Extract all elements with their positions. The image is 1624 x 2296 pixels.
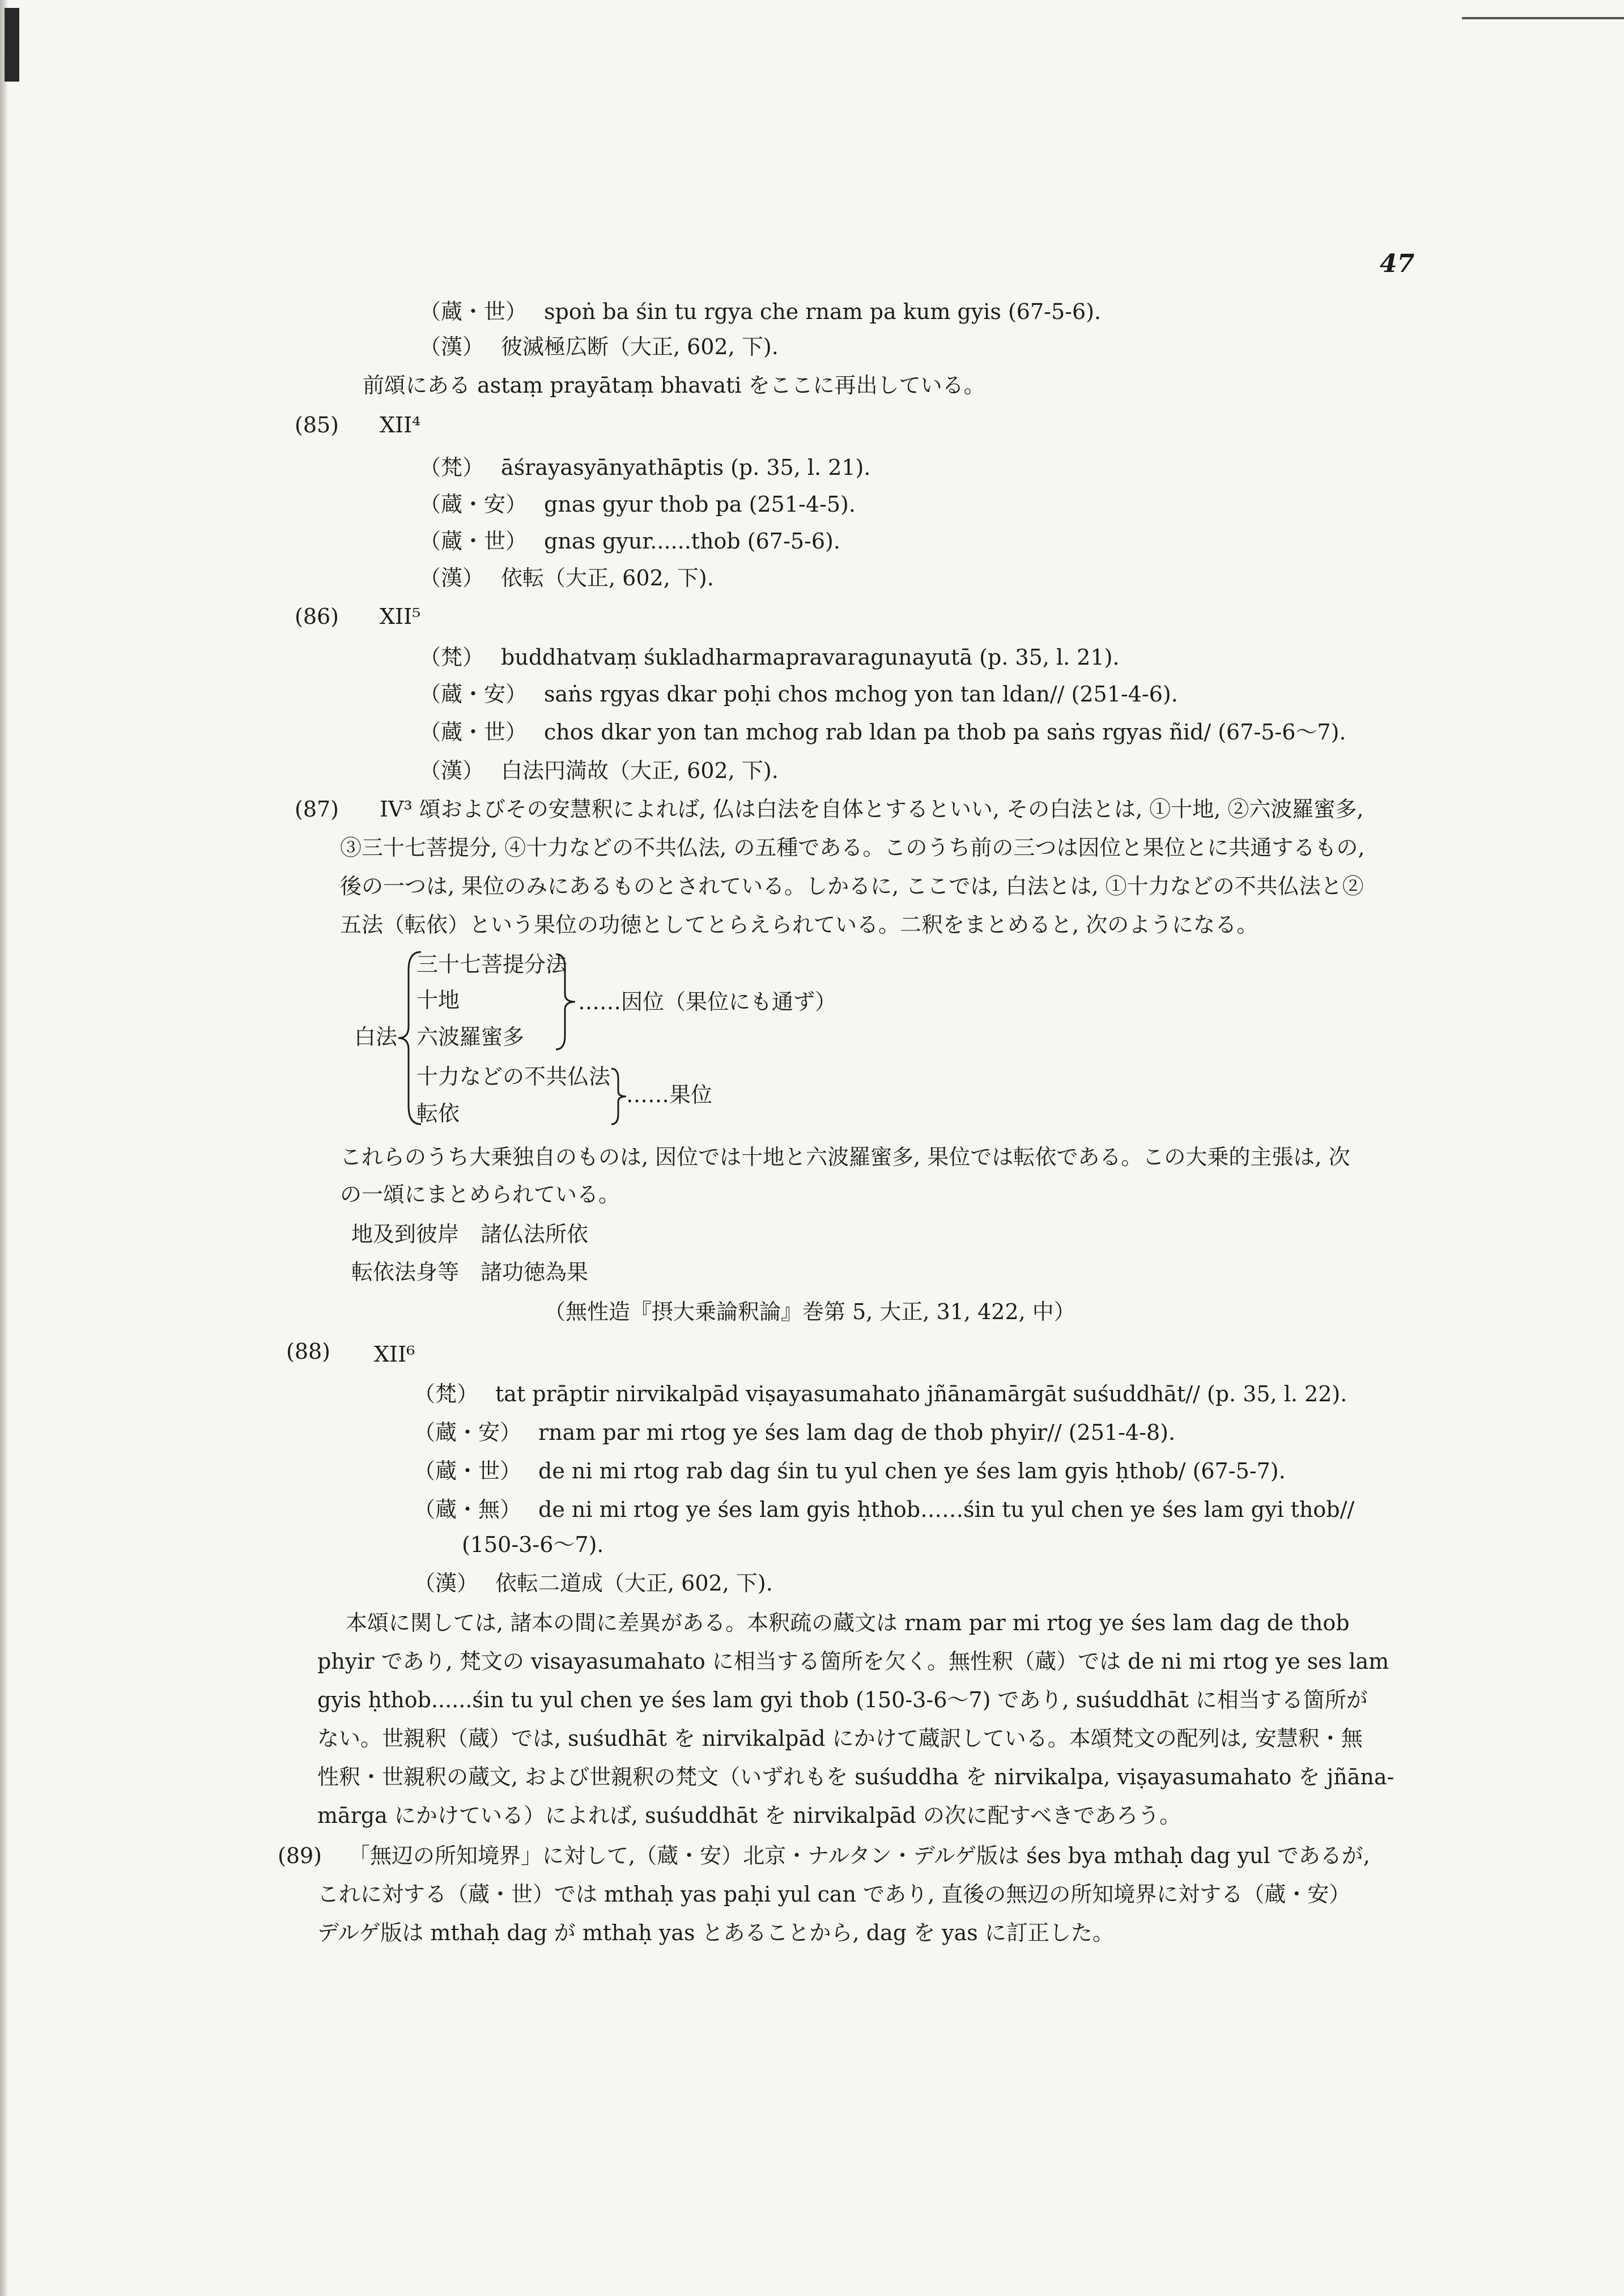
note-87-para-line: IV³ 頌およびその安慧釈によれば, 仏は白法を自体とするといい, その白法とは, ①十地, ②六波羅蜜多, (380, 797, 1364, 822)
diagram-item: 転依 (416, 1101, 460, 1126)
diagram-item: 十地 (416, 988, 460, 1013)
note-85-tib-vasu (419, 524, 840, 558)
line-text: 白法円満故（大正, 602, 下). (501, 758, 779, 783)
diagram-item: 三十七菩提分法 (416, 952, 568, 977)
diagram-root: 白法 (354, 1024, 398, 1049)
note-86-tib-sthira (419, 677, 1178, 711)
note-89-para-line: 「無辺の所知境界」に対して,（蔵・安）北京・ナルタン・デルゲ版は śes bya mthaḥ dag yul であるが, (348, 1843, 1370, 1868)
line-text: āśrayasyānyathāptis (p. 35, l. 21). (501, 455, 871, 480)
line-text: 依転二道成（大正, 602, 下). (495, 1571, 773, 1596)
line-text: 彼滅極広断（大正, 602, 下). (501, 334, 779, 359)
lang-label: （蔵・世） (419, 529, 528, 554)
note-88-para-line: gyis ḥthob......śin tu yul chen ye śes lam gyi thob (150-3-6〜7) であり, suśuddhāt に相当する箇所が (317, 1687, 1368, 1712)
note-86-sanskrit (419, 640, 1120, 674)
note-88-sanskrit (414, 1377, 1347, 1411)
line-text: de ni mi rtog ye śes lam gyis ḥthob……śin tu yul chen ye śes lam gyi thob// (538, 1497, 1355, 1522)
note-number-88: (88) (286, 1339, 331, 1364)
line-text: spoṅ ba śin tu rgya che rnam pa kum gyis (67-5-6). (544, 299, 1102, 324)
note-number-89: (89) (278, 1843, 322, 1868)
header-rule (1462, 17, 1624, 19)
lang-label: （漢） (419, 566, 484, 590)
line-text: chos dkar yon tan mchog rab ldan pa thob pa saṅs rgyas ñid/ (67-5-6〜7). (544, 720, 1346, 745)
note-number-85: (85) (295, 413, 339, 437)
note-85-sanskrit (419, 450, 870, 484)
note-89-para-line: デルゲ版は mthaḥ dag が mthaḥ yas とあることから, dag を yas に訂正した。 (317, 1920, 1114, 1945)
diagram-group1-label: ……因位（果位にも通ず） (578, 989, 837, 1014)
note-87-para-line: ③三十七菩提分, ④十力などの不共仏法, の五種である。このうち前の三つは因位と果位とに共通するもの, (340, 835, 1365, 860)
note-number-86: (86) (295, 604, 339, 629)
note-85-chinese (419, 561, 714, 595)
note-84-chinese (419, 330, 779, 364)
note-86-title: XII⁵ (380, 604, 421, 629)
note-88-para-line: 性釈・世親釈の蔵文, および世親釈の梵文（いずれもを suśuddha を nirvikalpa, viṣayasumahato を jñāna- (317, 1764, 1395, 1789)
line-text: tat prāptir nirvikalpād viṣayasumahato jñānamārgāt suśuddhāt// (p. 35, l. 22). (495, 1381, 1347, 1406)
note-85-tib-sthira (419, 487, 856, 521)
lang-label: （梵） (419, 645, 484, 670)
note-88-para-line: 本頌に関しては, 諸本の間に差異がある。本釈疏の蔵文は rnam par mi rtog ye śes lam dag de thob (346, 1610, 1350, 1635)
note-88-para-line: mārga にかけている）によれば, suśuddhāt を nirvikalpād の次に配すべきであろう。 (317, 1803, 1181, 1828)
note-87-para-line: の一頌にまとめられている。 (340, 1182, 620, 1207)
note-84-remark: 前頌にある astaṃ prayātaṃ bhavati をここに再出している。 (363, 373, 985, 398)
scan-edge-shadow (0, 0, 8, 2296)
note-87-para-line: 五法（転依）という果位の功徳としてとらえられている。二釈をまとめると, 次のようになる。 (340, 912, 1259, 937)
diagram-group2-label: ……果位 (626, 1082, 713, 1107)
note-88-tib-asvabhava-ref: (150-3-6〜7). (462, 1532, 604, 1557)
lang-label: （蔵・世） (414, 1459, 522, 1483)
line-text: 依転（大正, 602, 下). (501, 566, 714, 590)
verse-line: 地及到彼岸 諸仏法所依 (351, 1222, 589, 1247)
lang-label: （蔵・世） (419, 299, 528, 324)
note-88-tib-sthira (414, 1415, 1175, 1449)
note-87-para-line: これらのうち大乗独自のものは, 因位では十地と六波羅蜜多, 果位では転依である。この大乗的主張は, 次 (340, 1145, 1350, 1170)
line-text: de ni mi rtog rab dag śin tu yul chen ye śes lam gyis ḥthob/ (67-5-7). (538, 1459, 1286, 1483)
note-86-tib-vasu (419, 715, 1346, 749)
lang-label: （蔵・安） (419, 682, 528, 707)
note-85-title: XII⁴ (380, 413, 421, 437)
note-87-para-line: 後の一つは, 果位のみにあるものとされている。しかるに, ここでは, 白法とは, ①十力などの不共仏法と② (340, 874, 1364, 899)
note-89-para-line: これに対する（蔵・世）では mthaḥ yas paḥi yul can であり, 直後の無辺の所知境界に対する（蔵・安） (317, 1882, 1351, 1907)
note-88-title: XII⁶ (374, 1342, 415, 1367)
line-text: gnas gyur......thob (67-5-6). (544, 529, 840, 554)
note-84-tib-vasu (419, 295, 1101, 329)
lang-label: （漢） (414, 1571, 479, 1596)
line-text: gnas gyur thob pa (251-4-5). (544, 492, 856, 517)
note-88-para-line: ない。世親釈（蔵）では, suśudhāt を nirvikalpād にかけて蔵訳している。本頌梵文の配列は, 安慧釈・無 (317, 1726, 1363, 1751)
lang-label: （蔵・世） (419, 720, 528, 745)
note-88-tib-asvabhava (414, 1493, 1354, 1527)
lang-label: （漢） (419, 334, 484, 359)
verse-citation: （無性造『摂大乗論釈論』巻第 5, 大正, 31, 422, 中） (544, 1299, 1075, 1324)
lang-label: （蔵・無） (414, 1497, 522, 1522)
line-text: buddhatvaṃ śukladharmapravaragunayutā (p. 35, l. 21). (501, 645, 1120, 670)
line-text: saṅs rgyas dkar poḥi chos mchog yon tan ldan// (251-4-6). (544, 682, 1178, 707)
note-number-87: (87) (295, 797, 339, 822)
lang-label: （漢） (419, 758, 484, 783)
note-88-para-line: phyir であり, 梵文の visayasumahato に相当する箇所を欠く。無性釈（蔵）では de ni mi rtog ye ses lam (317, 1649, 1389, 1674)
lang-label: （蔵・安） (414, 1420, 522, 1445)
verse-line: 転依法身等 諸功徳為果 (351, 1260, 589, 1285)
diagram-item: 十力などの不共仏法 (416, 1064, 611, 1089)
note-88-chinese (414, 1566, 773, 1600)
lang-label: （梵） (414, 1381, 479, 1406)
diagram-item: 六波羅蜜多 (416, 1024, 525, 1049)
diagram-group1-brace (552, 951, 581, 1053)
scan-corner-mark (5, 8, 19, 82)
line-text: rnam par mi rtog ye śes lam dag de thob phyir// (251-4-8). (538, 1420, 1176, 1445)
lang-label: （蔵・安） (419, 492, 528, 517)
note-86-chinese (419, 754, 779, 788)
note-88-tib-vasu (414, 1454, 1286, 1488)
lang-label: （梵） (419, 455, 484, 480)
page-number: 47 (1380, 249, 1415, 278)
